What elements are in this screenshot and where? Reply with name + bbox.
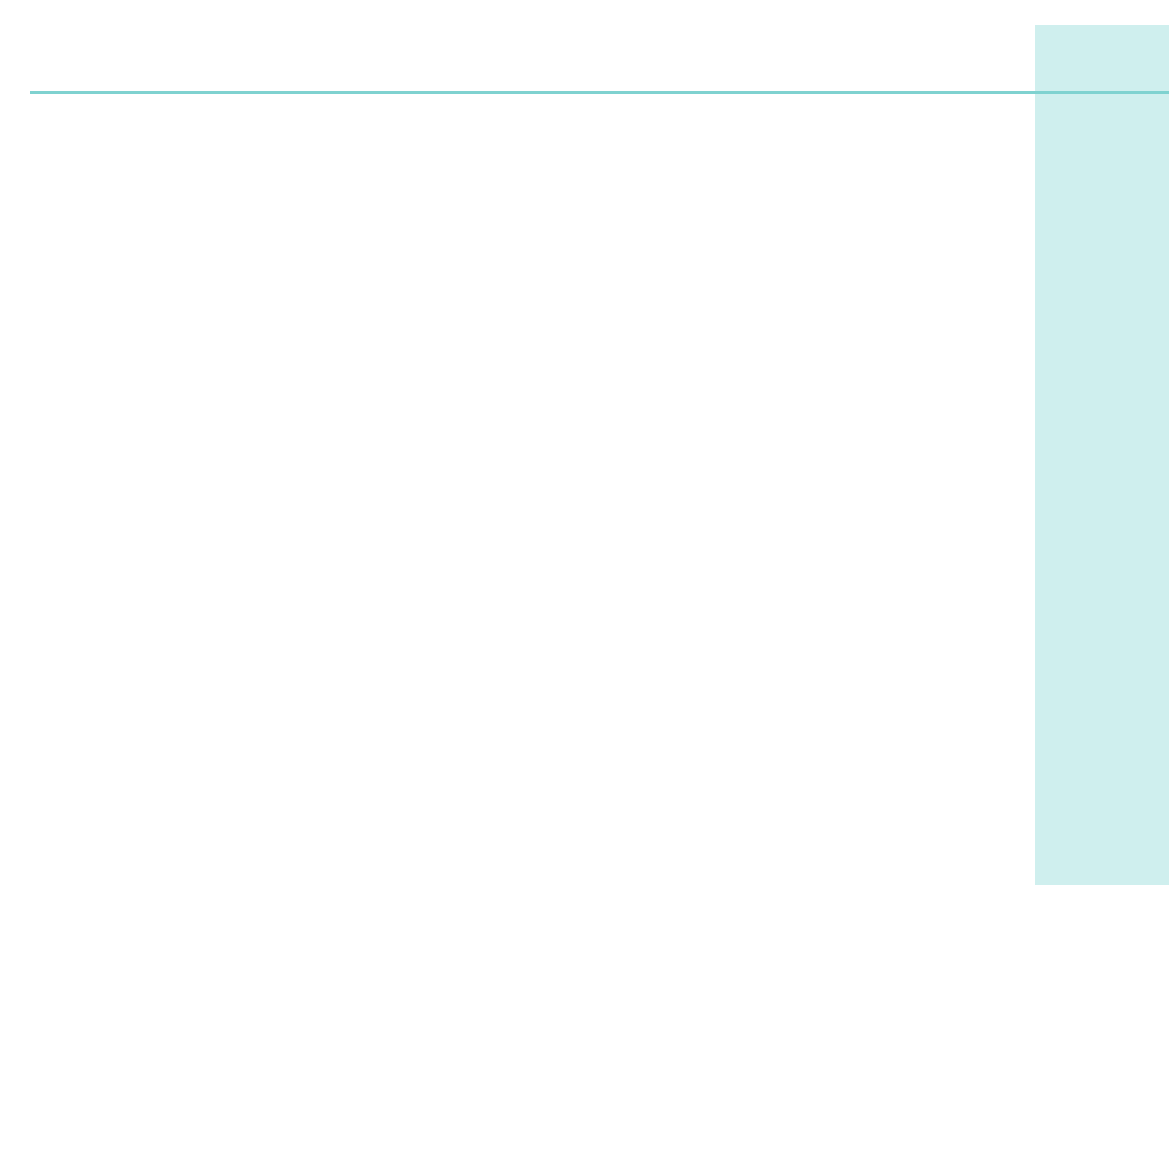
table-header xyxy=(30,28,1169,92)
header-rule xyxy=(30,91,1169,94)
highlight-column-bg xyxy=(1035,25,1169,885)
